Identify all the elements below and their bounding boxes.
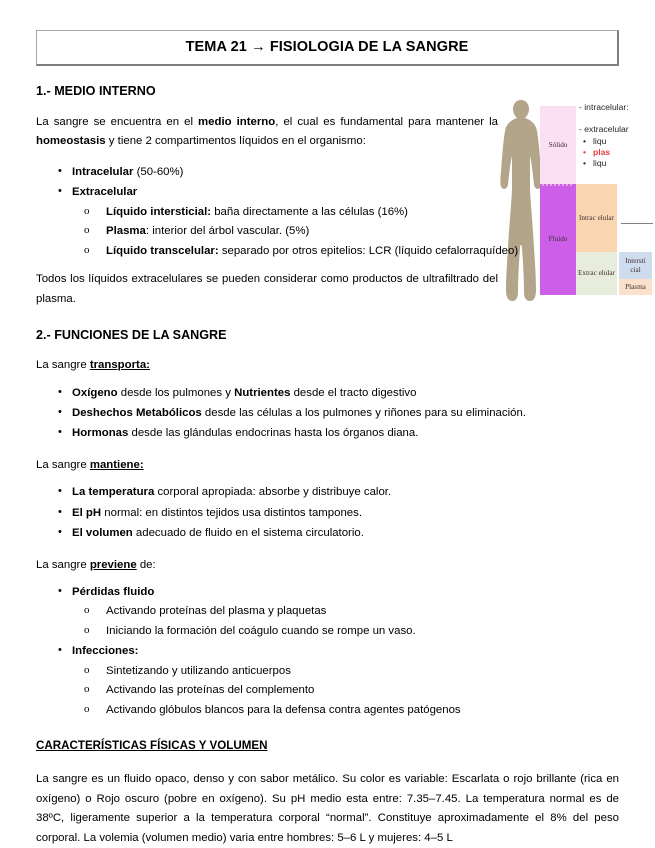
legend-bullet-icon: •	[583, 147, 587, 158]
transporta-oxigeno-mid: desde los pulmones y	[117, 386, 235, 399]
page-title: TEMA 21 → FISIOLOGIA DE LA SANGRE	[185, 39, 469, 55]
list-item	[72, 203, 619, 221]
s1-intro-e: y tiene 2 compartimentos líquidos en el organismo:	[105, 135, 366, 148]
figure-legend-intracelular: - intracelular:	[579, 102, 629, 112]
list-item	[36, 483, 619, 501]
infecciones-item-3: Activando glóbulos blancos para la defensa contra agentes patógenos	[106, 703, 461, 716]
lead-transporta-word: transporta:	[89, 359, 150, 372]
figure-bar-extracelular-label: Extrac elular	[578, 269, 615, 278]
transporta-oxigeno-rest: desde el tracto digestivo	[290, 386, 417, 399]
transporta-deshechos-rest: desde las células a los pulmones y riñones para su eliminación.	[201, 406, 526, 419]
mantiene-volumen-rest: adecuado de fluido en el sistema circulatorio.	[132, 527, 364, 540]
list-item	[72, 662, 619, 680]
list-item	[36, 163, 619, 181]
list-item	[72, 242, 534, 260]
sub-plasma-rest: : interior del árbol vascular. (5%)	[145, 225, 310, 238]
bullet-intracelular-rest: (50-60%)	[133, 165, 184, 178]
sub-plasma-label: Plasma	[106, 225, 146, 238]
mantiene-ph-rest: normal: en distintos tejidos usa distintos tampones.	[101, 506, 362, 519]
perdidas-item-1: Activando proteínas del plasma y plaquetas	[106, 605, 327, 618]
list-item	[36, 404, 619, 422]
transporta-nutrientes-label: Nutrientes	[234, 386, 291, 399]
circ-bullet-icon: o	[84, 243, 90, 256]
mantiene-temperatura-rest: corporal apropiada: absorbe y distribuye calor.	[154, 486, 392, 499]
list-item	[36, 183, 619, 260]
disc-bullet-icon: •	[58, 426, 62, 439]
list-item	[36, 583, 619, 640]
disc-bullet-icon: •	[58, 185, 62, 198]
lead-in-transporta	[36, 356, 619, 374]
perdidas-sublist	[72, 602, 619, 640]
figure-bar-fluido-label: Fluido	[548, 235, 568, 244]
disc-bullet-icon: •	[58, 405, 62, 418]
disc-bullet-icon: •	[58, 505, 62, 518]
transporta-deshechos-label: Deshechos Metabólicos	[72, 406, 202, 419]
lead-previene-prefix: La sangre	[36, 558, 90, 571]
sub-liquido-intersticial-label: Líquido intersticial:	[106, 205, 212, 218]
list-item	[72, 602, 619, 620]
figure-legend-extracelular: - extracelular	[579, 124, 629, 135]
list-item	[36, 384, 619, 402]
lead-in-mantiene	[36, 456, 619, 474]
lead-previene-suffix: de:	[136, 558, 156, 571]
perdidas-item-2: Iniciando la formación del coágulo cuando se rompe un vaso.	[106, 624, 416, 637]
sub-liquido-intersticial-rest: baña directamente a las células (16%)	[211, 205, 408, 218]
section3-heading-wrap	[36, 736, 619, 765]
lead-in-previene	[36, 556, 619, 574]
figure-bar-intracelular-label: Intrac elular	[579, 213, 614, 222]
previene-perdidas-title: Pérdidas fluido	[72, 585, 155, 598]
list-item	[36, 524, 619, 542]
document-title-box	[36, 30, 619, 66]
circ-bullet-icon: o	[84, 683, 90, 696]
circ-bullet-icon: o	[84, 623, 90, 636]
list-item	[72, 622, 619, 640]
list-item	[72, 222, 619, 240]
legend-bullet-icon: •	[583, 158, 587, 169]
transporta-list	[36, 384, 619, 443]
previene-infecciones-title: Infecciones:	[72, 645, 139, 658]
lead-transporta-prefix: La sangre	[36, 359, 90, 372]
section-heading-funciones: 2.- FUNCIONES DE LA SANGRE	[36, 327, 227, 342]
lead-mantiene-word: mantiene:	[89, 458, 144, 471]
disc-bullet-icon: •	[58, 164, 62, 177]
lead-previene-word: previene	[89, 558, 137, 571]
legend-bullet-icon: •	[583, 135, 587, 146]
list-item	[72, 681, 619, 699]
lead-mantiene-prefix: La sangre	[36, 458, 90, 471]
section1-subbullet-list	[72, 203, 619, 260]
list-item	[36, 424, 619, 442]
figure-bar-plasma-label: Plasma	[625, 282, 646, 291]
section1-bullet-list	[36, 163, 619, 260]
sub-liquido-transcelular-label: Líquido transcelular:	[106, 244, 219, 257]
list-item	[36, 642, 619, 719]
figure-bar-intersticial	[619, 252, 652, 279]
bullet-intracelular-label: Intracelular	[72, 165, 134, 178]
disc-bullet-icon: •	[58, 526, 62, 539]
disc-bullet-icon: •	[58, 385, 62, 398]
figure-bar-plasma	[619, 279, 652, 295]
figure-bar-intersticial-label: Intersti cial	[625, 257, 646, 274]
infecciones-sublist	[72, 662, 619, 719]
figure-horizontal-rule	[621, 223, 653, 224]
infecciones-item-1: Sintetizando y utilizando anticuerpos	[106, 664, 291, 677]
list-item	[36, 504, 619, 522]
mantiene-list	[36, 483, 619, 542]
s1-intro-c: , el cual es fundamental para mantener la	[275, 115, 499, 128]
document-body	[36, 30, 619, 848]
circ-bullet-icon: o	[84, 702, 90, 715]
sub-liquido-transcelular-rest: separado por otros epitelios: LCR (líquido cefalorraquídeo)	[218, 244, 519, 257]
mantiene-volumen-label: El volumen	[72, 527, 133, 540]
s1-intro-medio-interno: medio interno	[198, 115, 276, 128]
circ-bullet-icon: o	[84, 224, 90, 237]
figure-legend-item-3-label: liqu	[593, 158, 607, 169]
disc-bullet-icon: •	[58, 485, 62, 498]
previene-list	[36, 583, 619, 719]
figure-bar-solido-label: Sólido	[548, 140, 568, 149]
s1-intro-a: La sangre se encuentra en el	[36, 115, 199, 128]
transporta-hormonas-rest: desde las glándulas endocrinas hasta los órganos diana.	[128, 427, 419, 440]
disc-bullet-icon: •	[58, 644, 62, 657]
section3-paragraph: La sangre es un fluido opaco, denso y con sabor metálico. Su color es variable: Escarlata o rojo brillante (rica en oxígeno) o Rojo oscuro (pobre en oxígeno). Su pH medio esta entre: 7.35–7.45. La temperatura normal es de 38ºC, ligeramente superior a la temperatura corporal “normal”. Constituye aproximadamente el 8% del peso corporal. La volemia (volumen medio) varia entre hombres: 5–6 L y mujeres: 4–5 L	[36, 773, 619, 844]
circ-bullet-icon: o	[84, 604, 90, 617]
section1-closing-paragraph: Todos los líquidos extracelulares se pueden considerar como productos de ultrafiltrado del plasma.	[36, 273, 498, 305]
infecciones-item-2: Activando las proteínas del complemento	[106, 684, 315, 697]
transporta-oxigeno-label: Oxígeno	[72, 386, 118, 399]
bullet-extracelular-label: Extracelular	[72, 186, 138, 199]
list-item	[72, 701, 619, 719]
figure-legend-item-2-label: plas	[593, 147, 611, 158]
circ-bullet-icon: o	[84, 663, 90, 676]
mantiene-ph-label: El pH	[72, 506, 102, 519]
mantiene-temperatura-label: La temperatura	[72, 486, 155, 499]
disc-bullet-icon: •	[58, 584, 62, 597]
section-heading-caracteristicas: CARACTERÍSTICAS FÍSICAS Y VOLUMEN	[36, 739, 268, 753]
s1-intro-homeostasis: homeostasis	[36, 135, 106, 148]
figure-legend-item-1-label: liqu	[593, 135, 607, 146]
section1-intro-paragraph	[36, 113, 498, 152]
transporta-hormonas-label: Hormonas	[72, 427, 129, 440]
section-heading-medio-interno: 1.- MEDIO INTERNO	[36, 84, 156, 98]
circ-bullet-icon: o	[84, 204, 90, 217]
